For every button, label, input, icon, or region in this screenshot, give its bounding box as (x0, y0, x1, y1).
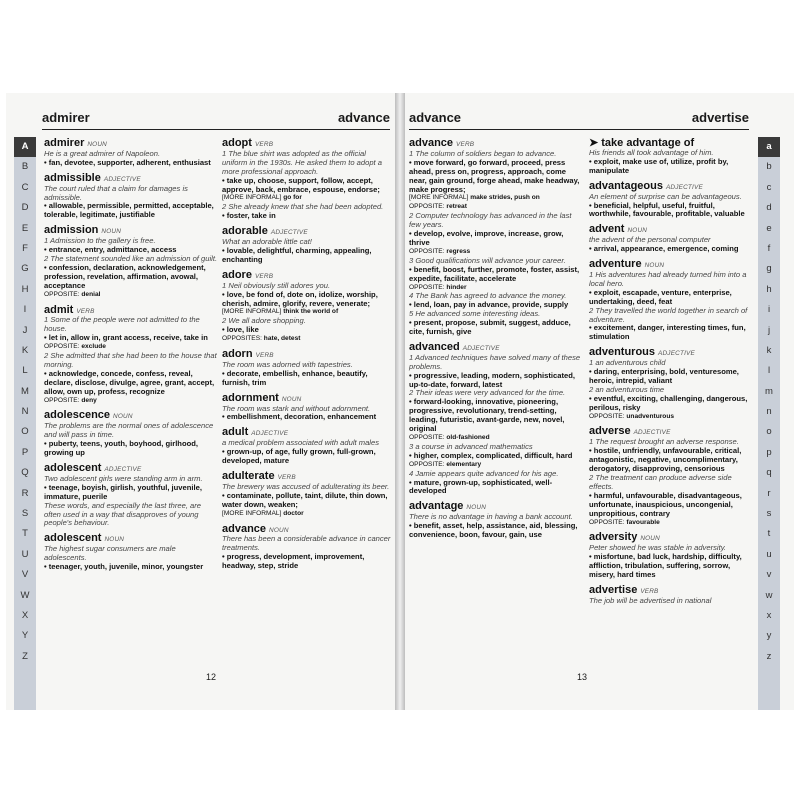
entry-heading (222, 392, 392, 405)
example-sentence: He is a great admirer of Napoleon. (44, 148, 161, 158)
headword: adulterate (222, 470, 275, 482)
note-value: regress (446, 247, 471, 255)
dictionary-entry (222, 523, 392, 572)
synonym-list: • beneficial, helpful, useful, fruitful, worthwhile, favourable, profitable, valuable (589, 200, 745, 219)
alphabet-tab[interactable]: v (766, 569, 772, 581)
alphabet-tab[interactable]: z (766, 650, 772, 662)
dictionary-entry (222, 269, 392, 344)
alphabet-tab[interactable]: w (765, 589, 773, 601)
headword: adversity (589, 531, 638, 544)
synonym-list: • allowable, permissible, permitted, acceptable, tolerable, legitimate, justifiable (44, 201, 214, 220)
note-label: OPPOSITE: (44, 290, 80, 298)
left-running-header (42, 109, 390, 130)
synonym-list: • hostile, unfriendly, unfavourable, critical, antagonistic, negative, uncomplimentary, derogatory, disapproving, censorious (589, 446, 742, 474)
headword: adverse (589, 425, 631, 438)
entry-heading (222, 269, 392, 282)
headword: adopt (222, 137, 252, 149)
left-page-number: 12 (206, 672, 217, 682)
note-label: OPPOSITE: (409, 283, 445, 291)
alphabet-tab[interactable]: P (21, 446, 29, 458)
synonym-list: • exploit, escapade, venture, enterprise, undertaking, deed, feat (589, 287, 732, 306)
opposite-note (589, 519, 757, 528)
note-value: retreat (446, 203, 467, 211)
synonym-list: • acknowledge, concede, confess, reveal, declare, disclose, divulge, agree, grant, accept, allow, own up, profess, recognize (44, 368, 215, 396)
example-sentence: 1 Some of the people were not admitted to the house. (44, 315, 200, 334)
example-sentence: 5 He advanced some interesting ideas. (409, 309, 541, 319)
left-page (6, 93, 395, 710)
synonym-list: • contaminate, pollute, taint, dilute, thin down, water down, weaken; (222, 490, 388, 509)
synonym-list: • teenage, boyish, girlish, youthful, juvenile, immature, puerile (44, 482, 202, 501)
alphabet-tab[interactable]: C (21, 181, 29, 193)
part-of-speech: VERB (456, 141, 475, 148)
alphabet-tab[interactable]: d (766, 202, 772, 214)
note-label: OPPOSITE: (409, 460, 445, 468)
part-of-speech: ADJECTIVE (104, 466, 142, 473)
dictionary-entry (222, 137, 392, 221)
dictionary-entry (222, 470, 392, 519)
note-value: denial (81, 290, 101, 298)
note-label: [MORE INFORMAL] (222, 308, 282, 316)
example-sentence: 1 Admission to the gallery is free. (44, 236, 156, 246)
alphabet-tab[interactable]: B (21, 161, 29, 173)
synonym-list: • lovable, delightful, charming, appealing, enchanting (222, 245, 372, 264)
alphabet-tab[interactable]: D (21, 202, 29, 214)
synonym-list: • present, propose, submit, suggest, adduce, cite, furnish, give (409, 318, 571, 337)
example-sentence: a medical problem associated with adult males (222, 438, 380, 448)
part-of-speech: ADJECTIVE (270, 229, 308, 237)
dictionary-entry (589, 425, 757, 527)
entry-heading (222, 470, 392, 483)
left-column-1 (44, 137, 218, 576)
headword: adornment (222, 391, 279, 404)
part-of-speech: NOUN (644, 262, 665, 270)
alphabet-tab[interactable]: L (22, 365, 28, 377)
headword: advertise (589, 583, 638, 596)
entry-heading (589, 584, 757, 597)
synonym-list: • love, like (222, 325, 259, 335)
opposite-note (222, 510, 392, 519)
headword: admit (44, 303, 74, 316)
headword: admissible (44, 171, 101, 184)
headword: advanced (409, 340, 460, 353)
note-value: favourable (626, 518, 660, 526)
synonym-list: • eventful, exciting, challenging, dangerous, perilous, risky (589, 393, 748, 412)
part-of-speech: NOUN (466, 504, 487, 512)
dictionary-entry (222, 392, 392, 423)
alphabet-tab[interactable]: F (22, 242, 28, 254)
synonym-list: • let in, allow in, grant access, receive, take in (44, 333, 208, 343)
alphabet-tab[interactable]: I (23, 304, 27, 316)
example-sentence: 4 Jamie appears quite advanced for his age. (409, 468, 559, 478)
part-of-speech: VERB (254, 141, 274, 148)
headword: advantage (409, 500, 464, 513)
part-of-speech: NOUN (104, 536, 125, 544)
note-value: hate, detest (263, 335, 301, 343)
note-label: [MORE INFORMAL] (409, 194, 469, 202)
note-value: doctor (283, 509, 304, 517)
note-value: go for (283, 194, 302, 202)
right-header-last-word: advertise (691, 110, 749, 125)
example-sentence: These words, and especially the last three, are often used in a way that disapproves of young people's behaviour. (44, 500, 202, 528)
headword: advance (409, 137, 454, 149)
synonym-list: • puberty, teens, youth, boyhood, girlhood, growing up (44, 439, 198, 458)
dictionary-entry (589, 584, 757, 606)
example-sentence: 1 Advanced techniques have solved many of these problems. (409, 352, 581, 371)
dictionary-entry (589, 531, 757, 580)
headword: admission (44, 224, 99, 237)
part-of-speech: NOUN (113, 413, 133, 421)
part-of-speech: VERB (254, 272, 274, 280)
alphabet-tab[interactable]: r (767, 487, 771, 499)
example-sentence: There is no advantage in having a bank account. (409, 512, 573, 522)
alphabet-tab[interactable]: N (21, 406, 29, 418)
right-column-2 (589, 137, 757, 610)
example-sentence: The problems are the normal ones of adolescence and will pass in time. (44, 421, 214, 440)
alphabet-tab[interactable]: g (766, 263, 772, 275)
alphabet-tab[interactable]: q (766, 467, 772, 479)
part-of-speech: NOUN (101, 228, 122, 236)
dictionary-entry (589, 346, 757, 421)
dictionary-entry (222, 426, 392, 466)
synonym-list: • progress, development, improvement, headway, step, stride (222, 552, 365, 571)
example-sentence: Peter showed he was stable in adversity. (589, 543, 727, 553)
headword: adventurous (589, 346, 656, 359)
headword: adorn (222, 348, 253, 361)
opposite-note (44, 397, 218, 406)
synonym-list: • confession, declaration, acknowledgement, profession, revelation, affirmation, avowal, acceptance (44, 262, 206, 290)
opposite-note (589, 413, 757, 422)
alphabet-tab[interactable]: j (767, 324, 771, 336)
note-label: OPPOSITES: (222, 335, 262, 343)
example-sentence: The job will be advertised in national (589, 595, 712, 605)
example-sentence: The court ruled that a claim for damages is admissible. (44, 183, 188, 202)
example-sentence: The highest sugar consumers are male adolescents. (44, 544, 176, 563)
part-of-speech: NOUN (87, 141, 107, 148)
headword: advantageous (589, 179, 663, 192)
headword: ➤ take advantage of (589, 137, 695, 149)
synonym-list: • benefit, boost, further, promote, foster, assist, expedite, facilitate, accelerate (409, 264, 580, 283)
part-of-speech: VERB (255, 352, 274, 360)
alphabet-tab[interactable]: T (22, 528, 28, 540)
alphabet-tab[interactable]: h (766, 283, 772, 295)
opposite-note (409, 194, 581, 203)
alphabet-tab[interactable]: y (766, 630, 772, 642)
dictionary-entry (44, 224, 218, 299)
example-sentence: 3 Good qualifications will advance your career. (409, 255, 566, 265)
note-label: OPPOSITE: (44, 343, 80, 351)
synonym-list: • benefit, asset, help, assistance, aid, blessing, convenience, boon, favour, gain, use (409, 521, 578, 540)
dictionary-entry (409, 341, 581, 496)
right-page-number: 13 (577, 672, 588, 682)
synonym-list: • daring, enterprising, bold, venturesome, heroic, intrepid, valiant (589, 367, 739, 385)
entry-heading (44, 462, 218, 475)
synonym-list: • exploit, make use of, utilize, profit by, manipulate (589, 156, 729, 175)
alphabet-tab[interactable]: s (766, 508, 772, 520)
alphabet-tab[interactable]: t (767, 528, 771, 540)
example-sentence: 2 Computer technology has advanced in the last few years. (409, 211, 572, 230)
example-sentence: 1 His adventures had already turned him into a local hero. (589, 269, 747, 288)
left-column-2 (222, 137, 392, 575)
synonym-list: • harmful, unfavourable, disadvantageous, unfortunate, inauspicious, uncongenial, unpropitious, contrary (589, 490, 742, 518)
example-sentence: 2 The statement sounded like an admission of guilt. (44, 253, 218, 263)
entry-heading (222, 348, 392, 361)
example-sentence: Two adolescent girls were standing arm in arm. (44, 473, 203, 483)
alphabet-tab[interactable]: A (14, 137, 36, 157)
dictionary-entry (409, 137, 581, 337)
example-sentence: The room was stark and without adornment. (222, 403, 371, 413)
alphabet-tab[interactable]: b (766, 161, 772, 173)
dictionary-entry (44, 409, 218, 458)
synonym-list: • entrance, entry, admittance, access (44, 245, 177, 255)
alphabet-tab[interactable]: p (766, 446, 772, 458)
synonym-list: • teenager, youth, juvenile, minor, youngster (44, 562, 204, 572)
alphabet-tab[interactable]: E (21, 222, 29, 234)
alphabet-tab[interactable]: J (22, 324, 28, 336)
synonym-list: • misfortune, bad luck, hardship, difficulty, affliction, tribulation, suffering, sorrow, misery, hard times (589, 552, 742, 580)
headword: adorable (222, 225, 268, 238)
headword: adore (222, 268, 252, 281)
alphabet-tab[interactable]: i (767, 304, 771, 316)
right-header-first-word: advance (409, 110, 462, 125)
synonym-list: • mature, grown-up, sophisticated, well-developed (409, 477, 553, 496)
note-label: OPPOSITE: (589, 412, 625, 420)
alphabet-tab[interactable]: W (20, 589, 30, 601)
example-sentence: 1 Neil obviously still adores you. (222, 280, 331, 290)
dictionary-entry (44, 532, 218, 572)
dictionary-entry (44, 304, 218, 406)
example-sentence: 2 She already knew that she had been adopted. (222, 202, 384, 212)
note-label: OPPOSITE: (44, 396, 80, 404)
example-sentence: 2 The treatment can produce adverse side effects. (589, 473, 732, 491)
note-label: OPPOSITE: (409, 434, 445, 441)
synonym-list: • embellishment, decoration, enhancement (222, 412, 377, 422)
part-of-speech: NOUN (627, 227, 648, 235)
alphabet-tabs-upper[interactable] (14, 137, 36, 710)
dictionary-entry (589, 180, 757, 220)
part-of-speech: NOUN (269, 526, 289, 534)
note-value: think the world of (283, 308, 339, 316)
note-label: OPPOSITE: (589, 518, 625, 526)
synonym-list: • progressive, leading, modern, sophisticated, up-to-date, forward, latest (409, 370, 575, 389)
alphabet-tab[interactable]: S (21, 508, 29, 520)
headword: adventure (589, 258, 642, 271)
synonym-list: • develop, evolve, improve, increase, grow, thrive (409, 229, 564, 247)
alphabet-tab[interactable]: Y (21, 630, 29, 642)
synonym-list: • move forward, go forward, proceed, press ahead, press on, progress, approach, come near, gain ground, forge ahead, make headway, make progress; (409, 157, 580, 194)
alphabet-tab[interactable]: G (21, 263, 29, 275)
entry-heading (589, 180, 757, 193)
headword: adolescence (44, 409, 111, 422)
part-of-speech: ADJECTIVE (462, 344, 500, 352)
headword: adolescent (44, 532, 102, 545)
alphabet-tab[interactable]: f (767, 242, 771, 254)
alphabet-tab[interactable]: n (766, 406, 772, 418)
example-sentence: The brewery was accused of adulterating its beer. (222, 481, 390, 491)
dictionary-entry (44, 462, 218, 528)
example-sentence: There has been a considerable advance in cancer treatments. (222, 534, 391, 553)
alphabet-tab[interactable]: R (21, 487, 29, 499)
entry-heading (409, 137, 581, 150)
example-sentence: 1 The column of soldiers began to advance. (409, 148, 557, 158)
part-of-speech: ADJECTIVE (103, 175, 141, 183)
note-label: OPPOSITE: (409, 247, 445, 255)
note-value: elementary (446, 460, 482, 468)
dictionary-entry (222, 348, 392, 388)
alphabet-tab[interactable]: V (21, 569, 29, 581)
dictionary-entry (44, 137, 218, 168)
headword: advance (222, 522, 267, 535)
alphabet-tab[interactable]: K (21, 344, 29, 356)
synonym-list: • grown-up, of age, fully grown, full-grown, developed, mature (222, 447, 376, 466)
opposite-note (44, 291, 218, 300)
alphabet-tabs-lower[interactable] (758, 137, 780, 710)
dictionary-entry (222, 225, 392, 265)
headword: adolescent (44, 462, 102, 474)
note-value: old-fashioned (446, 434, 490, 441)
note-label: [MORE INFORMAL] (222, 194, 282, 202)
left-header-last-word: advance (337, 110, 390, 125)
part-of-speech: NOUN (640, 535, 660, 543)
note-value: deny (81, 396, 97, 404)
example-sentence: 2 an adventurous time (589, 384, 665, 394)
dictionary-entry (589, 223, 757, 254)
synonym-list: • excitement, danger, interesting times, fun, stimulation (589, 323, 746, 342)
part-of-speech: NOUN (281, 395, 302, 403)
dictionary-entry (409, 500, 581, 540)
left-header-first-word: admirer (42, 110, 90, 125)
example-sentence: His friends all took advantage of him. (589, 148, 714, 157)
alphabet-tab[interactable]: l (767, 365, 771, 377)
synonym-list: • take up, choose, support, follow, accept, approve, back, embrace, espouse, endorse; (222, 175, 380, 194)
example-sentence: The room was adorned with tapestries. (222, 359, 353, 369)
part-of-speech: ADJECTIVE (251, 430, 289, 438)
example-sentence: An element of surprise can be advantageous. (589, 191, 742, 201)
example-sentence: 2 We all adore shopping. (222, 316, 306, 326)
synonym-list: • foster, take in (222, 211, 276, 221)
example-sentence: 1 an adventurous child (589, 358, 666, 368)
alphabet-tab[interactable]: Z (22, 650, 28, 662)
example-sentence: 1 The blue shirt was adopted as the official uniform in the 1930s. He asked them to adopt a more professional approach. (222, 148, 382, 176)
alphabet-tab[interactable]: k (766, 344, 772, 356)
note-value: make strides, push on (470, 194, 540, 202)
synonym-list: • fan, devotee, supporter, adherent, enthusiast (44, 157, 211, 167)
note-label: OPPOSITE: (409, 203, 445, 211)
note-value: hinder (446, 283, 467, 291)
synonym-list: • love, be fond of, dote on, idolize, worship, cherish, admire, glorify, revere, venerate; (222, 289, 378, 308)
alphabet-tab[interactable]: e (766, 222, 772, 234)
book-spine (395, 93, 405, 710)
alphabet-tab[interactable]: X (21, 609, 29, 621)
headword: admirer (44, 137, 85, 149)
dictionary-entry (589, 137, 757, 176)
example-sentence: 2 They travelled the world together in search of adventure. (589, 305, 748, 324)
part-of-speech: ADJECTIVE (658, 350, 695, 358)
alphabet-tab[interactable]: Q (21, 467, 29, 479)
example-sentence: 2 She admitted that she had been to the house that morning. (44, 351, 217, 369)
note-label: [MORE INFORMAL] (222, 509, 282, 517)
example-sentence: What an adorable little cat! (222, 237, 312, 247)
alphabet-tab[interactable]: u (766, 548, 772, 560)
right-running-header (409, 109, 749, 130)
alphabet-tab[interactable]: c (766, 181, 772, 193)
opposite-note (222, 335, 392, 344)
headword: advent (589, 223, 625, 236)
right-column-1 (409, 137, 581, 544)
alphabet-tab[interactable]: M (21, 385, 29, 397)
alphabet-tab[interactable]: a (758, 137, 780, 157)
dictionary-entry (44, 172, 218, 221)
part-of-speech: VERB (277, 474, 296, 481)
part-of-speech: ADJECTIVE (665, 183, 703, 191)
example-sentence: 2 Their ideas were very advanced for the time. (409, 388, 566, 398)
part-of-speech: ADJECTIVE (633, 429, 671, 437)
entry-heading (222, 137, 392, 150)
alphabet-tab[interactable]: H (21, 283, 29, 295)
synonym-list: • higher, complex, complicated, difficult, hard (409, 450, 573, 460)
entry-heading (409, 341, 581, 354)
dictionary-entry (589, 258, 757, 342)
example-sentence: 1 The request brought an adverse response. (589, 437, 739, 447)
alphabet-tab[interactable]: U (21, 548, 29, 560)
headword: adult (222, 426, 249, 439)
alphabet-tab[interactable]: o (766, 426, 772, 438)
example-sentence: 3 a course in advanced mathematics (409, 441, 533, 451)
alphabet-tab[interactable]: m (765, 385, 773, 397)
part-of-speech: VERB (76, 307, 95, 315)
example-sentence: the advent of the personal computer (589, 235, 711, 245)
note-value: exclude (81, 343, 106, 351)
example-sentence: 4 The Bank has agreed to advance the money. (409, 291, 567, 301)
alphabet-tab[interactable]: O (21, 426, 29, 438)
right-page (405, 93, 794, 710)
entry-heading (44, 172, 218, 185)
note-value: unadventurous (626, 412, 675, 420)
synonym-list: • arrival, appearance, emergence, coming (589, 244, 739, 254)
part-of-speech: VERB (640, 587, 659, 595)
synonym-list: • forward-looking, innovative, pioneering, progressive, revolutionary, trend-setting, leading, futuristic, avant-garde, new, novel, original (409, 397, 565, 434)
synonym-list: • decorate, embellish, enhance, beautify, furnish, trim (222, 368, 368, 387)
alphabet-tab[interactable]: x (766, 609, 772, 621)
synonym-list: • lend, loan, pay in advance, provide, supply (409, 300, 569, 310)
entry-heading (44, 137, 218, 150)
